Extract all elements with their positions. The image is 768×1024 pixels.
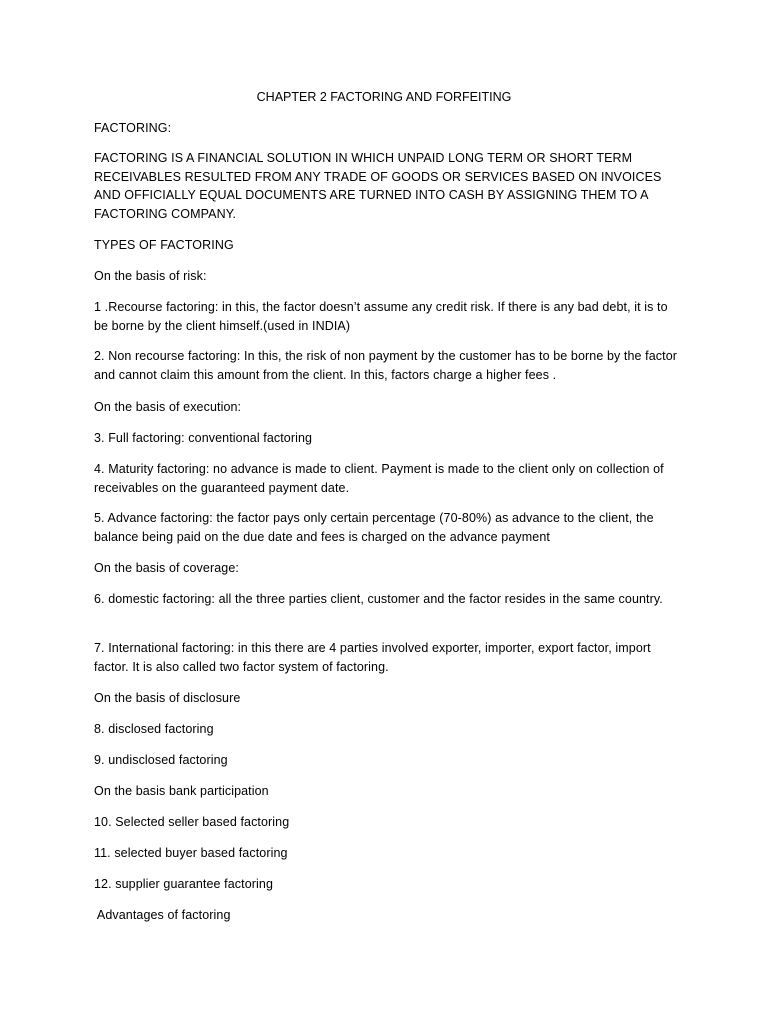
basis-risk-heading: On the basis of risk: xyxy=(94,269,207,283)
list-item-undisclosed-factoring: 9. undisclosed factoring xyxy=(94,753,228,767)
section-heading-factoring: FACTORING: xyxy=(94,121,172,135)
basis-coverage-heading: On the basis of coverage: xyxy=(94,561,239,575)
chapter-title: CHAPTER 2 FACTORING AND FORFEITING xyxy=(256,90,512,104)
list-item-full-factoring: 3. Full factoring: conventional factoring xyxy=(94,431,313,445)
list-item-international-factoring: 7. International factoring: in this there are 4 parties involved exporter, importer, export factor, import factor. It is also called two factor system of factoring. xyxy=(94,641,651,674)
list-item-advance-factoring: 5. Advance factoring: the factor pays only certain percentage (70-80%) as advance to the client, the balance being paid on the due date and fees is charged on the advance payment xyxy=(94,511,654,544)
basis-disclosure-heading: On the basis of disclosure xyxy=(94,691,241,705)
list-item-selected-seller: 10. Selected seller based factoring xyxy=(94,815,290,829)
list-item-domestic-factoring: 6. domestic factoring: all the three parties client, customer and the factor resides in the same country. xyxy=(94,592,663,606)
factoring-definition: FACTORING IS A FINANCIAL SOLUTION IN WHICH UNPAID LONG TERM OR SHORT TERM RECEIVABLES RESULTED FROM ANY TRADE OF GOODS OR SERVICES BASED ON INVOICES AND OFFICIALLY EQUAL DOCUMENTS ARE TURNED INTO CASH BY ASSIGNING THEM TO A FACTORING COMPANY. xyxy=(94,151,662,221)
types-heading: TYPES OF FACTORING xyxy=(94,238,234,252)
basis-bank-participation-heading: On the basis bank participation xyxy=(94,784,269,798)
list-item-non-recourse: 2. Non recourse factoring: In this, the risk of non payment by the customer has to be borne by the factor and cannot claim this amount from the client. In this, factors charge a higher fees . xyxy=(94,349,678,382)
basis-execution-heading: On the basis of execution: xyxy=(94,400,242,414)
list-item-maturity-factoring: 4. Maturity factoring: no advance is made to client. Payment is made to the client only on collection of receivables on the guaranteed payment date. xyxy=(94,462,664,495)
list-item-selected-buyer: 11. selected buyer based factoring xyxy=(94,846,288,860)
list-item-recourse: 1 .Recourse factoring: in this, the factor doesn’t assume any credit risk. If there is any bad debt, it is to be borne by the client himself.(used in INDIA) xyxy=(94,300,668,333)
advantages-heading: Advantages of factoring xyxy=(94,908,231,922)
list-item-supplier-guarantee: 12. supplier guarantee factoring xyxy=(94,877,274,891)
list-item-disclosed-factoring: 8. disclosed factoring xyxy=(94,722,214,736)
